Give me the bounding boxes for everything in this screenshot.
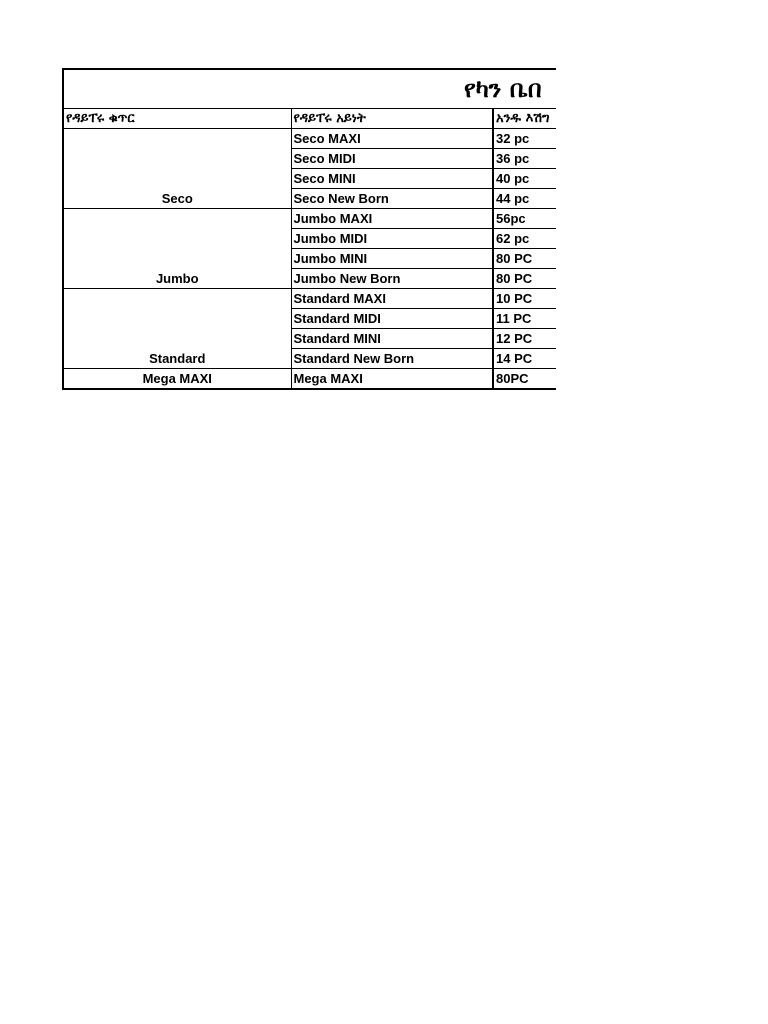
title-row <box>63 69 556 109</box>
qty-cell[interactable]: 80 PC <box>493 249 556 269</box>
type-cell[interactable]: Mega MAXI <box>291 369 493 390</box>
group-cell-standard[interactable]: Standard <box>63 289 291 369</box>
type-cell[interactable]: Jumbo MIDI <box>291 229 493 249</box>
qty-cell[interactable]: 32 pc <box>493 129 556 149</box>
header-row <box>63 109 556 129</box>
table-row <box>63 369 556 390</box>
qty-cell[interactable]: 14 PC <box>493 349 556 369</box>
header-quantity[interactable]: አንዱ እሽግ <box>493 109 556 129</box>
type-cell[interactable]: Standard MIDI <box>291 309 493 329</box>
qty-cell[interactable]: 80PC <box>493 369 556 390</box>
type-cell[interactable]: Seco New Born <box>291 189 493 209</box>
type-cell[interactable]: Seco MAXI <box>291 129 493 149</box>
header-category[interactable]: የዳይፐሩ ቁጥር <box>63 109 291 129</box>
header-type[interactable]: የዳይፐሩ አይነት <box>291 109 493 129</box>
table-row <box>63 129 556 149</box>
spreadsheet-view <box>62 68 556 394</box>
table-row <box>63 289 556 309</box>
group-cell-mega-maxi[interactable]: Mega MAXI <box>63 369 291 390</box>
qty-cell[interactable]: 11 PC <box>493 309 556 329</box>
qty-cell[interactable]: 56pc <box>493 209 556 229</box>
type-cell[interactable]: Standard MAXI <box>291 289 493 309</box>
type-cell[interactable]: Jumbo MAXI <box>291 209 493 229</box>
qty-cell[interactable]: 80 PC <box>493 269 556 289</box>
type-cell[interactable]: Jumbo MINI <box>291 249 493 269</box>
sheet-title[interactable]: የካን ቤበ <box>63 69 556 109</box>
qty-cell[interactable]: 44 pc <box>493 189 556 209</box>
qty-cell[interactable]: 10 PC <box>493 289 556 309</box>
table-row <box>63 209 556 229</box>
type-cell[interactable]: Standard MINI <box>291 329 493 349</box>
group-cell-jumbo[interactable]: Jumbo <box>63 209 291 289</box>
qty-cell[interactable]: 62 pc <box>493 229 556 249</box>
qty-cell[interactable]: 40 pc <box>493 169 556 189</box>
type-cell[interactable]: Standard New Born <box>291 349 493 369</box>
qty-cell[interactable]: 12 PC <box>493 329 556 349</box>
qty-cell[interactable]: 36 pc <box>493 149 556 169</box>
group-cell-seco[interactable]: Seco <box>63 129 291 209</box>
type-cell[interactable]: Jumbo New Born <box>291 269 493 289</box>
diaper-price-table <box>62 68 556 390</box>
type-cell[interactable]: Seco MIDI <box>291 149 493 169</box>
type-cell[interactable]: Seco MINI <box>291 169 493 189</box>
